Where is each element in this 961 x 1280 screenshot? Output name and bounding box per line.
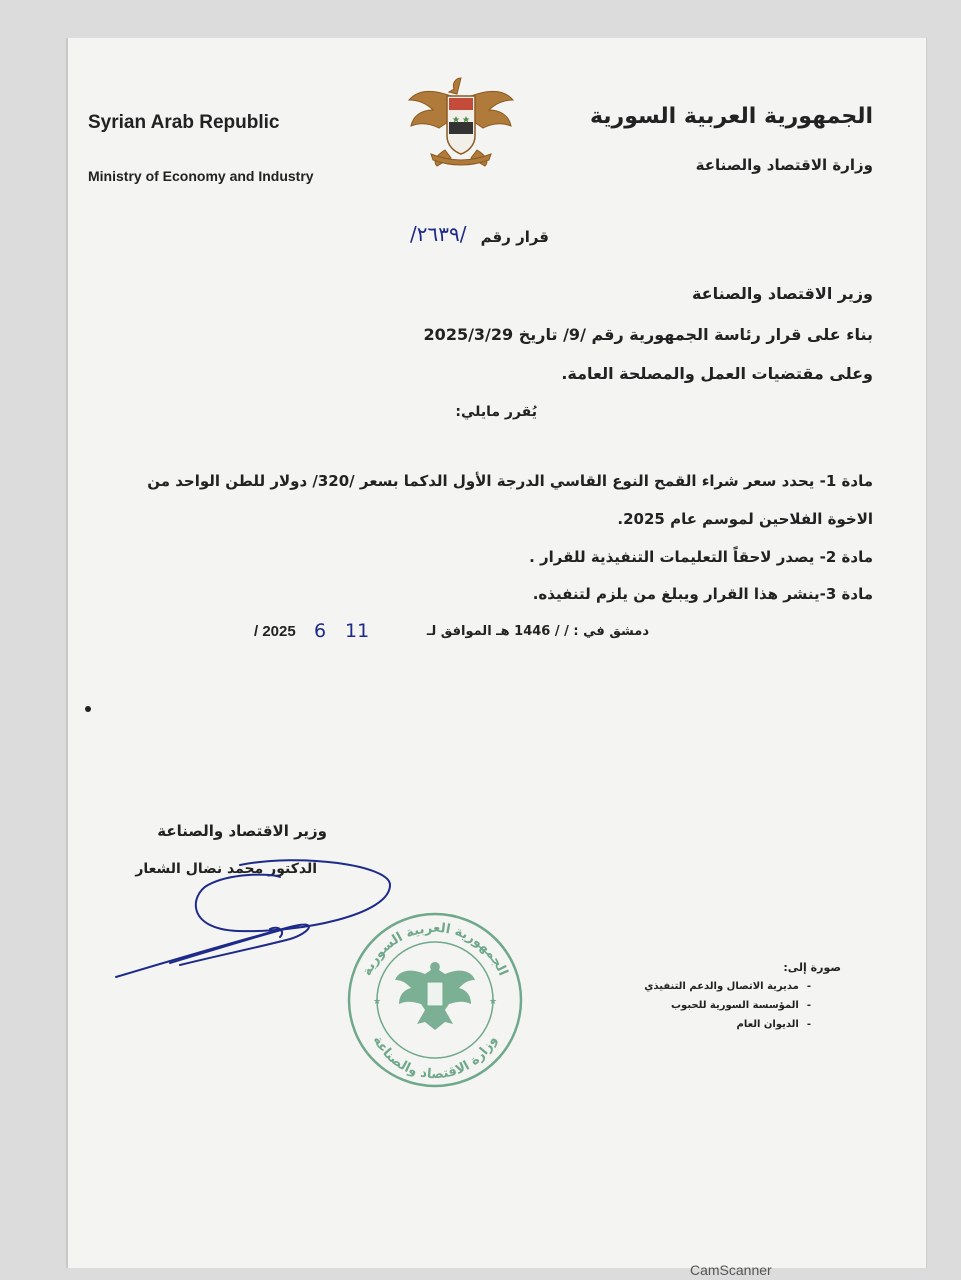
- decides-heading: يُقرر مايلي:: [455, 404, 537, 420]
- copies-item: -المؤسسة السورية للحبوب: [671, 1000, 811, 1011]
- country-name-en: Syrian Arab Republic: [88, 112, 280, 133]
- svg-text:★: ★: [489, 997, 498, 1007]
- article-2: مادة 2- يصدر لاحقاً التعليمات التنفيذية للقرار .: [529, 548, 873, 566]
- copies-item: -الديوان العام: [736, 1019, 811, 1030]
- copies-list: [644, 958, 841, 1034]
- ministry-name-en: Ministry of Economy and Industry: [88, 168, 314, 184]
- signature-name: الدكتور محمد نضال الشعار: [135, 861, 317, 877]
- svg-text:★: ★: [373, 997, 382, 1007]
- preamble-based-on: بناء على قرار رئاسة الجمهورية رقم /9/ تاريخ 2025/3/29: [423, 325, 873, 344]
- scanner-watermark: CamScanner: [690, 1262, 772, 1278]
- article-1-line-1: مادة 1- يحدد سعر شراء القمح النوع القاسي الدرجة الأول الدكما بسعر /320/ دولار للطن الواحد من: [147, 472, 873, 490]
- seal-bottom-text: وزارة الاقتصاد والصناعة: [369, 1033, 501, 1083]
- copies-item: -مديرية الاتصال والدعم التنفيذي: [644, 981, 811, 992]
- seal-top-text: الجمهورية العربية السورية: [359, 920, 511, 979]
- decision-number-label: قرار رقم: [480, 228, 549, 246]
- date-day: 11: [345, 620, 370, 642]
- decision-number-value: /٢٦٣٩/: [410, 222, 467, 246]
- article-3: مادة 3-ينشر هذا القرار ويبلغ من يلزم لتنفيذه.: [532, 585, 873, 603]
- country-name-ar: الجمهورية العربية السورية: [589, 104, 873, 129]
- signature-title: وزير الاقتصاد والصناعة: [157, 822, 327, 840]
- date-year: / 2025: [254, 623, 296, 640]
- copies-heading: صورة إلى:: [783, 961, 841, 974]
- date-line: دمشق في : / / 1446 هـ الموافق لـ: [426, 624, 649, 639]
- ink-dot: [85, 706, 91, 712]
- preamble-requirements: وعلى مقتضيات العمل والمصلحة العامة.: [561, 364, 873, 383]
- date-month: 6: [314, 620, 327, 642]
- syrian-eagle-emblem-icon: [405, 70, 517, 170]
- ministry-seal-icon: [345, 910, 525, 1090]
- preamble-minister: وزير الاقتصاد والصناعة: [691, 284, 873, 303]
- article-1-line-2: الاخوة الفلاحين لموسم عام 2025.: [617, 510, 873, 528]
- ministry-name-ar: وزارة الاقتصاد والصناعة: [695, 156, 873, 174]
